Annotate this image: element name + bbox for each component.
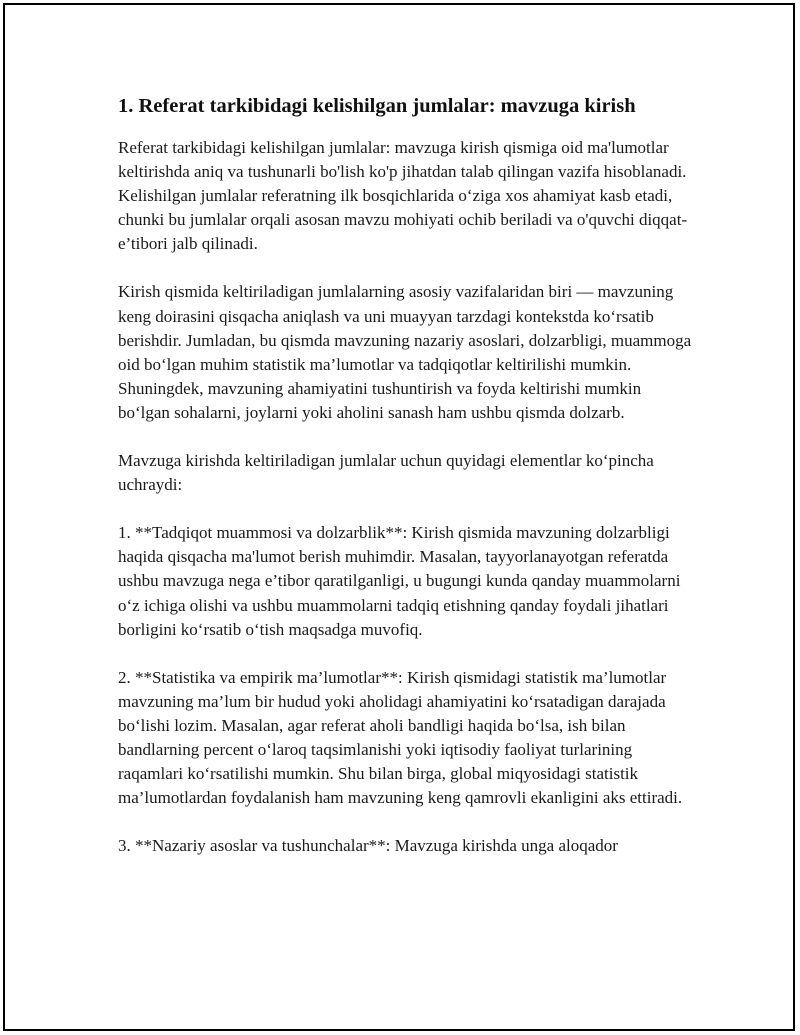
paragraph-intro: Referat tarkibidagi kelishilgan jumlalar: mavzuga kirish qismiga oid ma'lumotlar keltirishda aniq va tushunarli bo'lish ko'p jihatdan talab qilingan vazifa hisoblanadi. Kelishilgan jumlalar referatning ilk bosqichlarida o‘ziga xos ahamiyat kasb etadi, chunki bu jumlalar orqali asosan mavzu mohiyati ochib beriladi va o'quvchi diqqat-e’tibori jalb qilinadi.	[118, 138, 688, 254]
list-item-statistics: 2. **Statistika va empirik ma’lumotlar**: Kirish qismidagi statistik ma’lumotlar mavzuning ma’lum bir hudud yoki aholidagi ahamiyatini ko‘rsatadigan darajada bo‘lishi lozim. Masalan, agar referat aholi bandligi haqida bo‘lsa, ish bilan bandlarning percent o‘laroq taqsimlanishi yoki iqtisodiy faoliyat turlarining raqamlari ko‘rsatilishi mumkin. Shu bilan birga, global miqyosidagi statistik ma’lumotlardan foydalanish ham mavzuning keng qamrovli ekanligini aks ettiradi.	[118, 667, 683, 808]
list-item-theoretical-basis: 3. **Nazariy asoslar va tushunchalar**: Mavzuga kirishda unga aloqador	[118, 836, 618, 856]
document-body	[118, 92, 693, 882]
paragraph-purpose: Kirish qismida keltiriladigan jumlalarning asosiy vazifalaridan biri — mavzuning keng doirasini qisqacha aniqlash va uni muayyan tarzdagi kontekstda ko‘rsatib berishdir. Jumladan, bu qismda mavzuning nazariy asoslari, dolzarbligi, muammoga oid bo‘lgan muhim statistik ma’lumotlar va tadqiqotlar keltirilishi mumkin. Shuningdek, mavzuning ahamiyatini tushuntirish va foyda keltirishi mumkin bo‘lgan sohalarni, joylarni yoki aholini sanash ham ushbu qismda dolzarb.	[118, 282, 692, 422]
paragraph-elements-lead: Mavzuga kirishda keltiriladigan jumlalar uchun quyidagi elementlar ko‘pincha uchraydi:	[118, 451, 654, 495]
list-item-research-problem: 1. **Tadqiqot muammosi va dolzarblik**: Kirish qismida mavzuning dolzarbligi haqida qisqacha ma'lumot berish muhimdir. Masalan, tayyorlanayotgan referatda ushbu mavzuga nega e’tibor qaratilganligi, u bugungi kunda qanday muammolarni o‘z ichiga olishi va ushbu muammolarni tadqiq etishning qanday foydali jihatlari borligini ko‘rsatib o‘tish maqsadga muvofiq.	[118, 523, 681, 639]
section-heading: 1. Referat tarkibidagi kelishilgan jumlalar: mavzuga kirish	[118, 95, 636, 117]
